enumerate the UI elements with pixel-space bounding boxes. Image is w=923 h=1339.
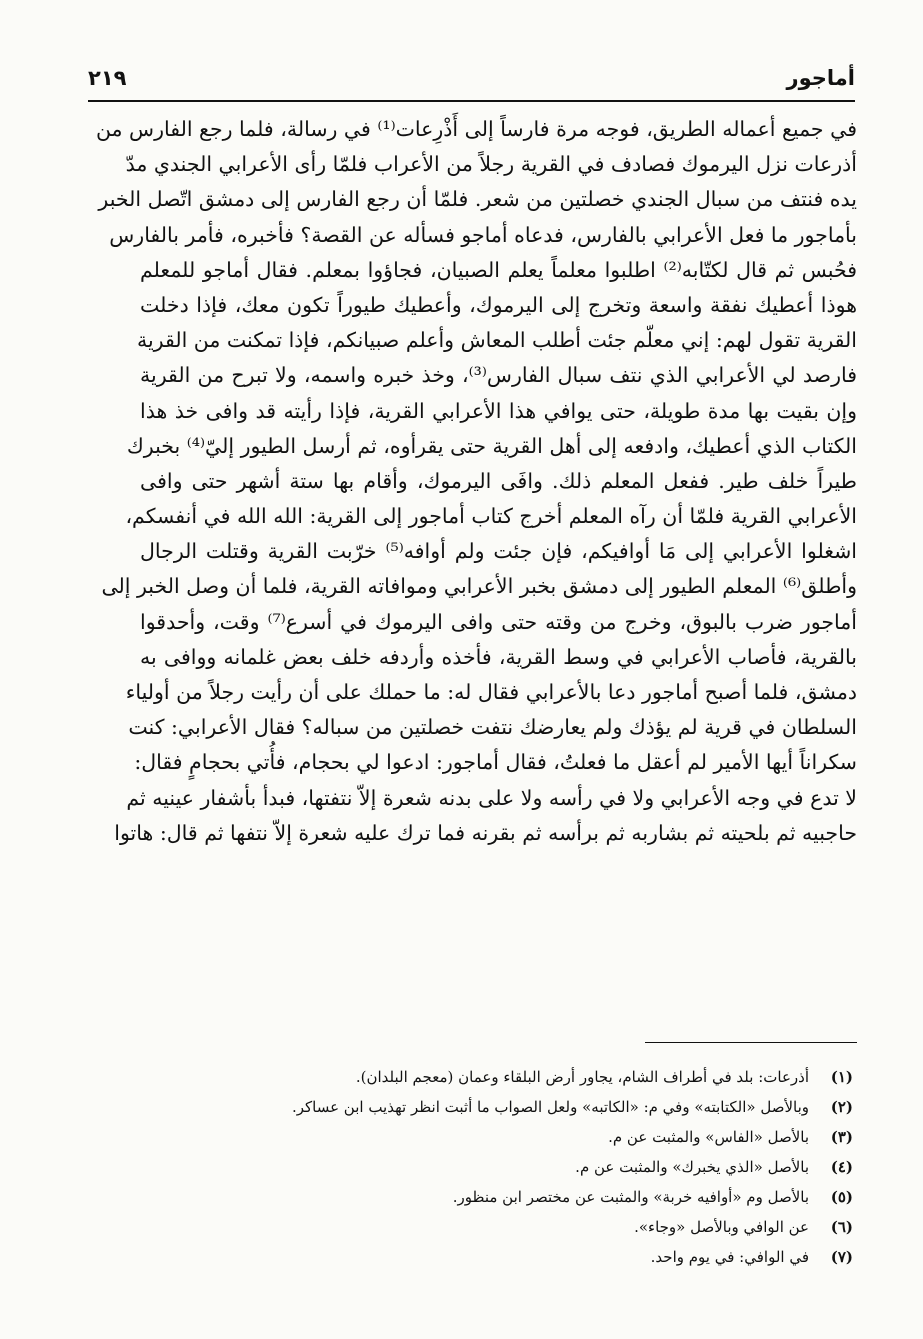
footnotes bbox=[140, 1062, 853, 1272]
footnote-number: (١) bbox=[830, 1068, 853, 1086]
text-line: اشغلوا الأعرابي إلى مَا أوافيكم، فإن جئت ولم أوافه⁽⁵⁾ خرّبت القرية وقتلت الرجال bbox=[140, 539, 857, 564]
footnote-rule bbox=[645, 1042, 857, 1043]
footnote-text: بالأصل «الفاس» والمثبت عن م. bbox=[608, 1128, 809, 1146]
text-line: الأعرابي القرية فلمّا أن رآه المعلم أخرج كتاب أماجور إلى القرية: الله الله في أنفسكم، bbox=[125, 504, 857, 529]
text-line: لا تدع في وجه الأعرابي ولا في رأسه ولا على بدنه شعرة إلاّ نتفتها، فبدأ بأشفار عينيه ثم bbox=[126, 785, 857, 810]
text-line: بأماجور ما فعل الأعرابي بالفارس، فدعاه أماجو فسأله عن القصة؟ فأخبره، فأمر بالفارس bbox=[109, 222, 857, 247]
footnote bbox=[140, 1062, 853, 1092]
text-line: وإن بقيت بها مدة طويلة، حتى يوافي هذا الأعرابي القرية، فإذا رأيته قد وافى خذ هذا bbox=[140, 398, 857, 423]
page-number: ٢١٩ bbox=[88, 66, 127, 90]
footnote-number: (٧) bbox=[830, 1248, 853, 1266]
running-header bbox=[88, 62, 855, 98]
text-line: أماجور ضرب بالبوق، وخرج من وقته حتى وافى اليرموك في أسرع⁽⁷⁾ وقت، وأحدقوا bbox=[140, 609, 857, 634]
footnote bbox=[140, 1182, 853, 1212]
text-line: دمشق، فلما أصبح أماجور دعا بالأعرابي فقال له: ما حملك على أن رأيت رجلاً من أولياء bbox=[125, 680, 857, 704]
footnote-number: (٥) bbox=[830, 1188, 853, 1206]
running-title: أماجور bbox=[786, 66, 855, 90]
footnote bbox=[140, 1242, 853, 1272]
footnote bbox=[140, 1122, 853, 1152]
text-line: فارصد لي الأعرابي الذي نتف سبال الفارس⁽³⁾، وخذ خبره واسمه، ولا تبرح من القرية bbox=[140, 363, 858, 388]
text-line: هوذا أعطيك نفقة واسعة وتخرج إلى اليرموك، وأعطيك طيوراً تكون معك، فإذا دخلت bbox=[140, 292, 857, 317]
text-line: حاجبيه ثم بلحيته ثم بشاربه ثم برأسه ثم بقرنه فما ترك عليه شعرة إلاّ نتفها ثم قال: هاتوا bbox=[114, 820, 857, 845]
footnote-number: (٤) bbox=[830, 1158, 853, 1176]
text-line: القرية تقول لهم: إني معلّم جئت أطلب المعاش وأعلم صبيانكم، فإذا تمكنت من القرية bbox=[136, 328, 857, 353]
text-line: السلطان في قرية لم يؤذك ولم يعارضك نتفت خصلتين من سباله؟ فقال الأعرابي: كنت bbox=[128, 715, 857, 740]
footnote-text: عن الوافي وبالأصل «وجاء». bbox=[634, 1218, 809, 1236]
main-text bbox=[95, 112, 858, 851]
footnote-number: (٣) bbox=[830, 1128, 853, 1146]
footnote-text: في الوافي: في يوم واحد. bbox=[650, 1248, 809, 1266]
footnote-number: (٦) bbox=[830, 1218, 853, 1236]
footnote bbox=[140, 1092, 853, 1122]
text-line: في جميع أعماله الطريق، فوجه مرة فارساً إلى أَذْرِعات⁽¹⁾ في رسالة، فلما رجع الفارس من bbox=[95, 117, 857, 141]
footnote bbox=[140, 1212, 853, 1242]
text-line: أذرعات نزل اليرموك فصادف في القرية رجلاً من الأعراب فلمّا رأى الأعرابي الجندي مدّ bbox=[125, 152, 857, 177]
text-line: يده فنتف من سبال الجندي خصلتين من شعر. فلمّا أن رجع الفارس إلى دمشق اتّصل الخبر bbox=[98, 187, 857, 212]
text-line: بالقرية، فأصاب الأعرابي في وسط القرية، فأخذه وأردفه خلف بعض غلمانه ووافى به bbox=[140, 644, 857, 669]
footnote-text: بالأصل «الذي يخبرك» والمثبت عن م. bbox=[575, 1158, 809, 1176]
footnote bbox=[140, 1152, 853, 1182]
text-line: فحُبس ثم قال لكتّابه⁽²⁾ اطلبوا معلماً يعلم الصبيان، فجاؤوا بمعلم. فقال أماجو للمعلم bbox=[140, 257, 857, 282]
footnote-text: وبالأصل «الكتابته» وفي م: «الكاتبه» ولعل الصواب ما أثبت انظر تهذيب ابن عساكر. bbox=[291, 1098, 809, 1116]
footnote-text: بالأصل وم «أوافيه خربة» والمثبت عن مختصر ابن منظور. bbox=[452, 1188, 809, 1206]
text-line: سكراناً أيها الأمير لم أعقل ما فعلتُ، فقال أماجور: ادعوا لي بحجام، فأُتي بحجامٍ فقال: bbox=[134, 750, 857, 775]
header-rule bbox=[88, 100, 855, 102]
text-line: الكتاب الذي أعطيك، وادفعه إلى أهل القرية حتى يقرأوه، ثم أرسل الطيور إليّ⁽⁴⁾ بخبرك bbox=[126, 433, 857, 458]
footnote-text: أذرعات: بلد في أطراف الشام، يجاور أرض البلقاء وعمان (معجم البلدان). bbox=[355, 1068, 809, 1086]
text-line: وأطلق⁽⁶⁾ المعلم الطيور إلى دمشق بخبر الأعرابي وموافاته القرية، فلما أن وصل الخبر إلى bbox=[101, 574, 857, 599]
text-line: طيراً خلف طير. ففعل المعلم ذلك. وافَى اليرموك، وأقام بها ستة أشهر حتى وافى bbox=[140, 468, 857, 493]
footnote-number: (٢) bbox=[830, 1098, 853, 1116]
